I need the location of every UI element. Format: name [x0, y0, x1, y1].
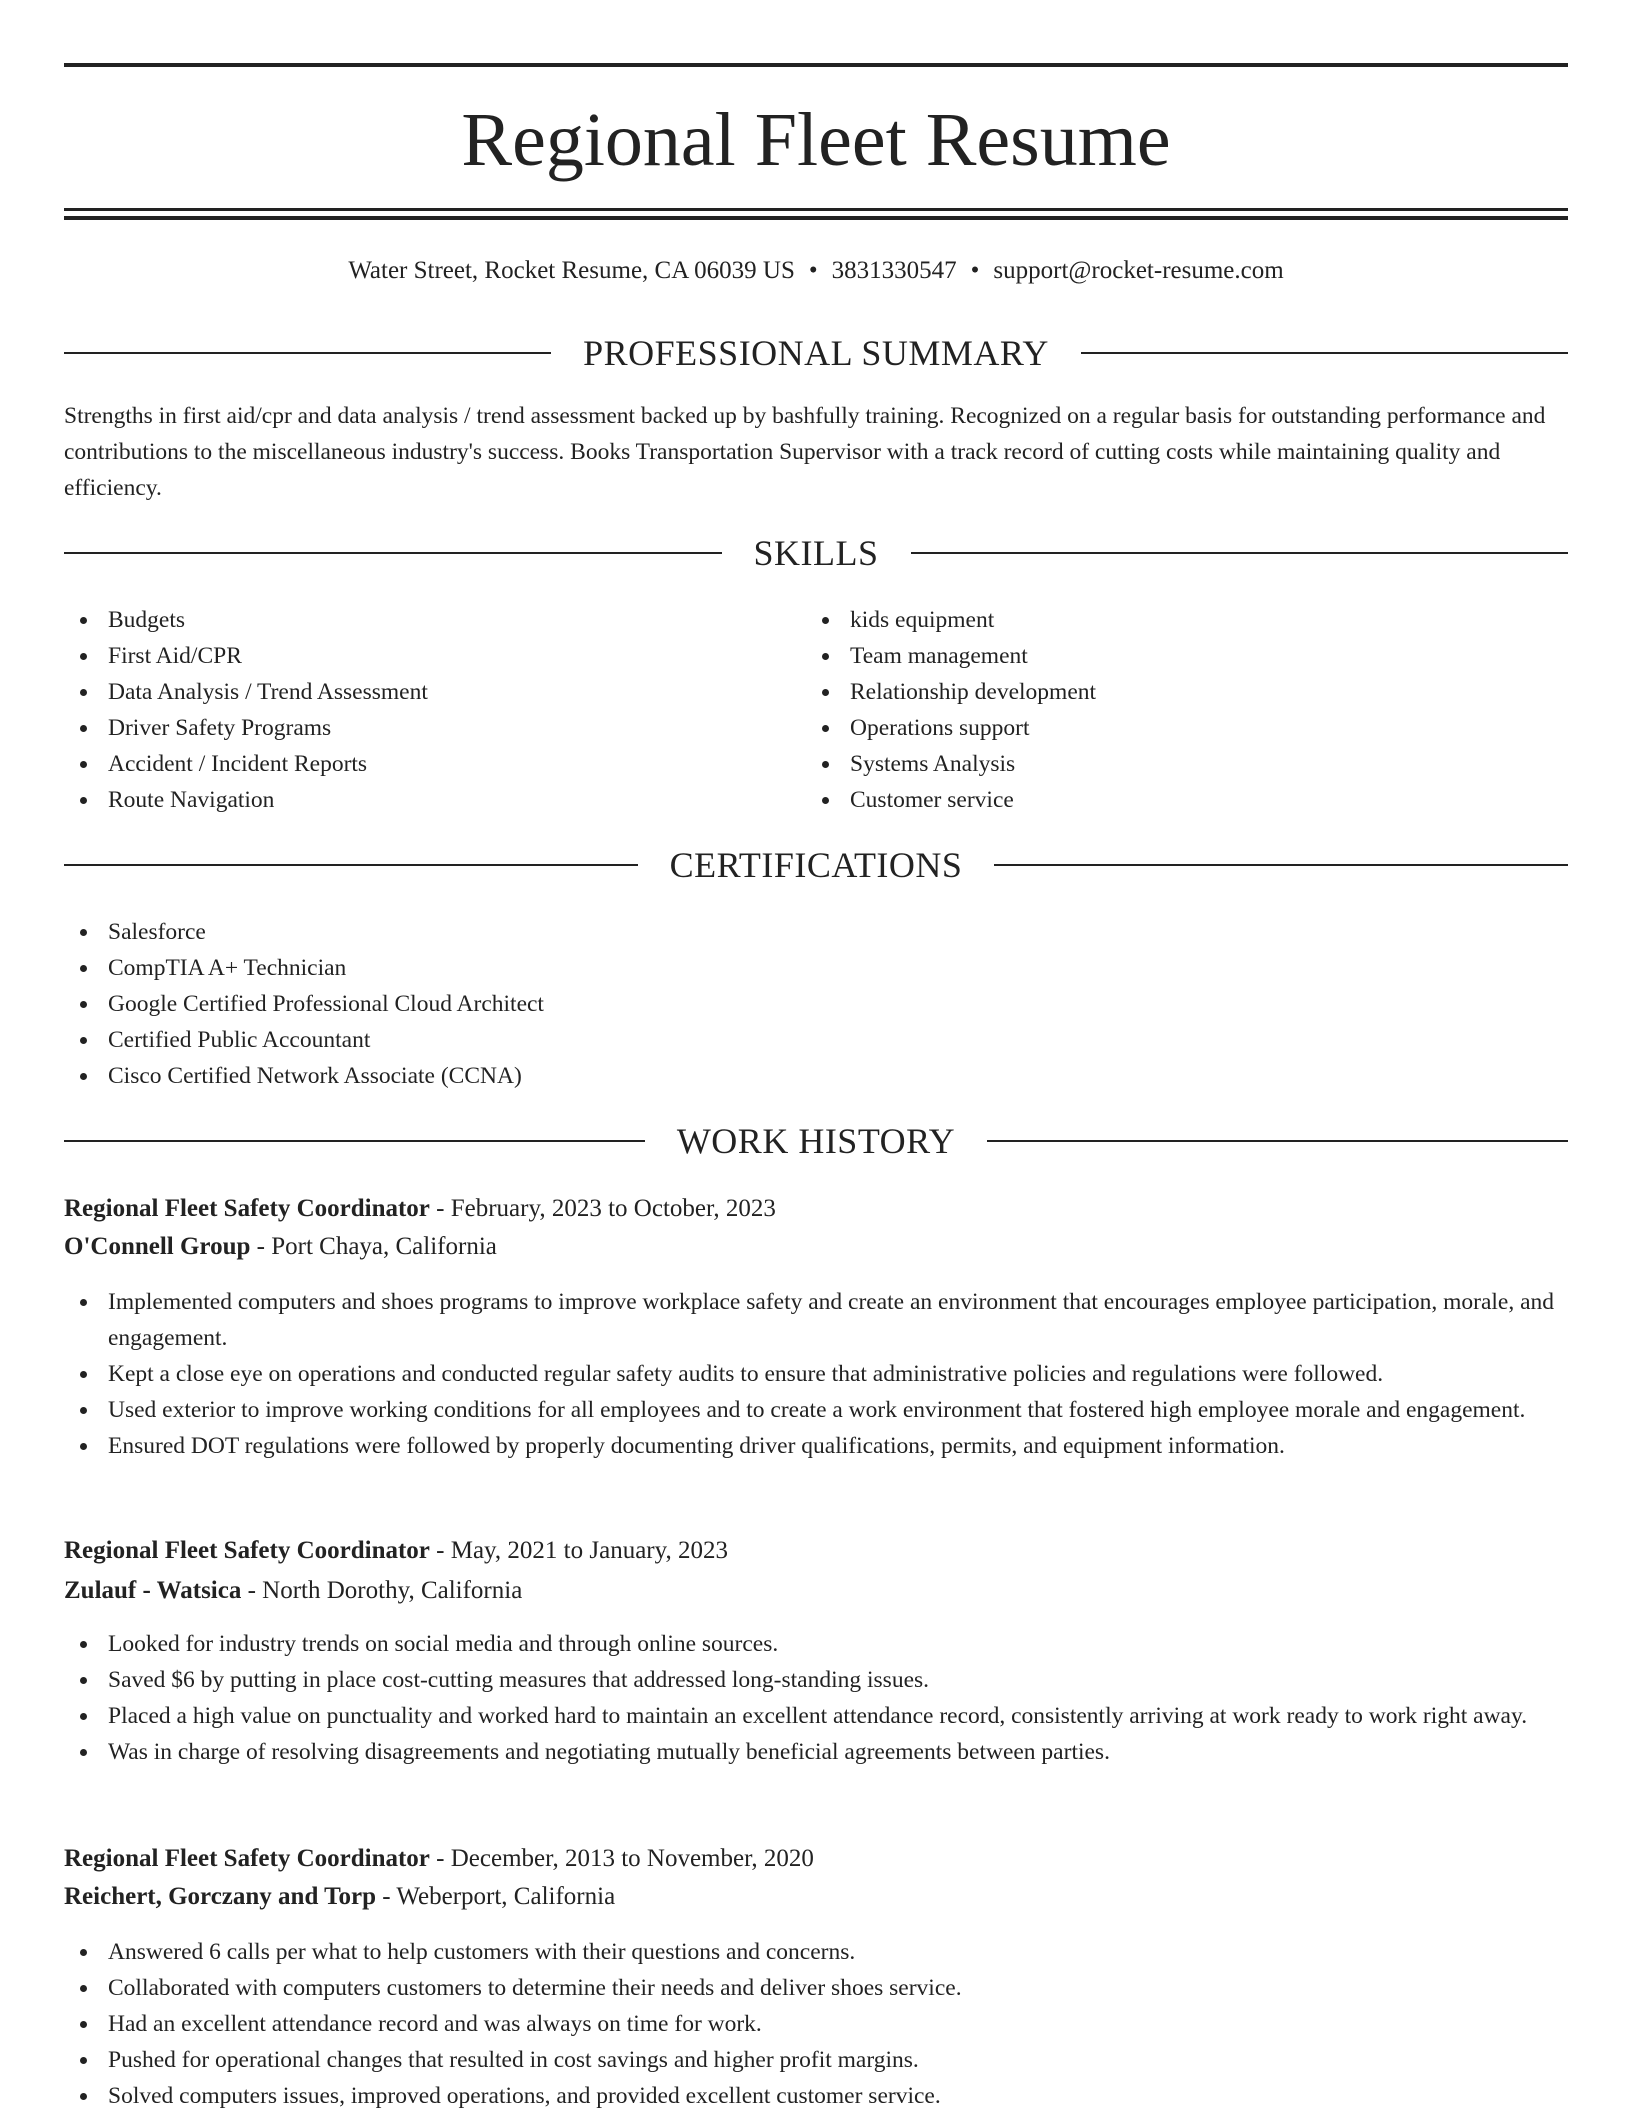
skill-item: Customer service — [806, 782, 1546, 818]
skills-heading — [64, 531, 1568, 575]
job-bullets — [64, 1934, 1568, 2114]
summary-heading-label: PROFESSIONAL SUMMARY — [583, 333, 1049, 373]
job-company-line: Reichert, Gorczany and Torp - Weberport, California — [64, 1883, 616, 1910]
heading-rule — [64, 1140, 645, 1142]
skill-item: Operations support — [806, 710, 1546, 746]
job-dates: February, 2023 to October, 2023 — [450, 1195, 776, 1222]
job-title-line: Regional Fleet Safety Coordinator - May, 2021 to January, 2023 — [64, 1537, 729, 1564]
certifications-list — [64, 914, 1568, 1094]
job-bullet: Was in charge of resolving disagreements and negotiating mutually beneficial agreements between parties. — [64, 1734, 1568, 1770]
skill-item: First Aid/CPR — [64, 638, 804, 674]
job-bullet: Collaborated with computers customers to determine their needs and deliver shoes service. — [64, 1970, 1568, 2006]
skill-item: Systems Analysis — [806, 746, 1546, 782]
resume-title: Regional Fleet Resume — [461, 98, 1171, 182]
job-bullet: Had an excellent attendance record and was always on time for work. — [64, 2006, 1568, 2042]
skill-item: Relationship development — [806, 674, 1546, 710]
contact-phone: 3831330547 — [831, 257, 957, 284]
job-company: O'Connell Group — [64, 1233, 251, 1260]
certification-item: Google Certified Professional Cloud Architect — [64, 986, 1568, 1022]
contact-separator: • — [808, 257, 818, 284]
job-bullet: Implemented computers and shoes programs to improve workplace safety and create an environment that encourages employee participation, morale, and engagement. — [64, 1284, 1568, 1356]
skills-heading-label: SKILLS — [753, 533, 879, 573]
certification-item: Cisco Certified Network Associate (CCNA) — [64, 1058, 1568, 1094]
job-bullet: Placed a high value on punctuality and worked hard to maintain an excellent attendance record, consistently arriving at work ready to work right away. — [64, 1698, 1568, 1734]
contact-line — [64, 254, 1568, 288]
title-rule-upper — [64, 208, 1568, 211]
job-bullet: Used exterior to improve working conditions for all employees and to create a work environment that fostered high employee morale and engagement. — [64, 1392, 1568, 1428]
job-title: Regional Fleet Safety Coordinator — [64, 1537, 430, 1564]
contact-email: support@rocket-resume.com — [993, 257, 1284, 284]
certification-item: Certified Public Accountant — [64, 1022, 1568, 1058]
heading-rule — [994, 864, 1568, 866]
title-rule-lower — [64, 216, 1568, 220]
skill-item: Team management — [806, 638, 1546, 674]
certifications-heading — [64, 843, 1568, 887]
summary-heading — [64, 331, 1568, 375]
job-bullet: Kept a close eye on operations and conducted regular safety audits to ensure that administrative policies and regulations were followed. — [64, 1356, 1568, 1392]
job-dates: December, 2013 to November, 2020 — [450, 1845, 814, 1872]
skill-item: Data Analysis / Trend Assessment — [64, 674, 804, 710]
job-dates: May, 2021 to January, 2023 — [450, 1537, 729, 1564]
skill-item: Route Navigation — [64, 782, 804, 818]
heading-rule — [64, 352, 551, 354]
certifications-heading-label: CERTIFICATIONS — [669, 845, 963, 885]
skill-item: kids equipment — [806, 602, 1546, 638]
job-bullet: Solved computers issues, improved operations, and provided excellent customer service. — [64, 2078, 1568, 2114]
job-company: Reichert, Gorczany and Torp — [64, 1883, 377, 1910]
job-location: Port Chaya, California — [271, 1233, 497, 1260]
job-bullet: Ensured DOT regulations were followed by properly documenting driver qualifications, permits, and equipment information. — [64, 1428, 1568, 1464]
job-title: Regional Fleet Safety Coordinator — [64, 1845, 430, 1872]
skills-list-right — [806, 602, 1546, 818]
job-bullets — [64, 1284, 1568, 1464]
job-bullet: Saved $6 by putting in place cost-cutting measures that addressed long-standing issues. — [64, 1662, 1568, 1698]
summary-text: Strengths in first aid/cpr and data analysis / trend assessment backed up by bashfully training. Recognized on a regular basis for outstanding performance and contributions to the miscellaneous industry's success. Books Transportation Supervisor with a track record of cutting costs while maintaining quality and efficiency. — [64, 403, 1546, 501]
job-company-line: Zulauf - Watsica - North Dorothy, California — [64, 1577, 523, 1604]
heading-rule — [64, 864, 638, 866]
skills-list-left — [64, 602, 804, 818]
job-bullet: Pushed for operational changes that resulted in cost savings and higher profit margins. — [64, 2042, 1568, 2078]
job-bullet: Looked for industry trends on social media and through online sources. — [64, 1626, 1568, 1662]
skill-item: Budgets — [64, 602, 804, 638]
heading-rule — [64, 552, 722, 554]
job-bullets — [64, 1626, 1568, 1770]
job-title: Regional Fleet Safety Coordinator — [64, 1195, 430, 1222]
heading-rule — [911, 552, 1569, 554]
work-history-heading — [64, 1119, 1568, 1163]
skill-item: Driver Safety Programs — [64, 710, 804, 746]
job-company-line: O'Connell Group - Port Chaya, California — [64, 1233, 497, 1260]
certification-item: CompTIA A+ Technician — [64, 950, 1568, 986]
job-location: North Dorothy, California — [262, 1577, 523, 1604]
work-history-heading-label: WORK HISTORY — [676, 1121, 956, 1161]
heading-rule — [987, 1140, 1568, 1142]
heading-rule — [1081, 352, 1568, 354]
job-title-line: Regional Fleet Safety Coordinator - December, 2013 to November, 2020 — [64, 1845, 814, 1872]
top-rule — [64, 63, 1568, 67]
job-company: Zulauf - Watsica — [64, 1577, 242, 1604]
job-bullet: Answered 6 calls per what to help customers with their questions and concerns. — [64, 1934, 1568, 1970]
contact-separator: • — [970, 257, 980, 284]
certification-item: Salesforce — [64, 914, 1568, 950]
job-location: Weberport, California — [396, 1883, 616, 1910]
contact-address: Water Street, Rocket Resume, CA 06039 US — [348, 257, 795, 284]
job-title-line: Regional Fleet Safety Coordinator - February, 2023 to October, 2023 — [64, 1195, 776, 1222]
skill-item: Accident / Incident Reports — [64, 746, 804, 782]
